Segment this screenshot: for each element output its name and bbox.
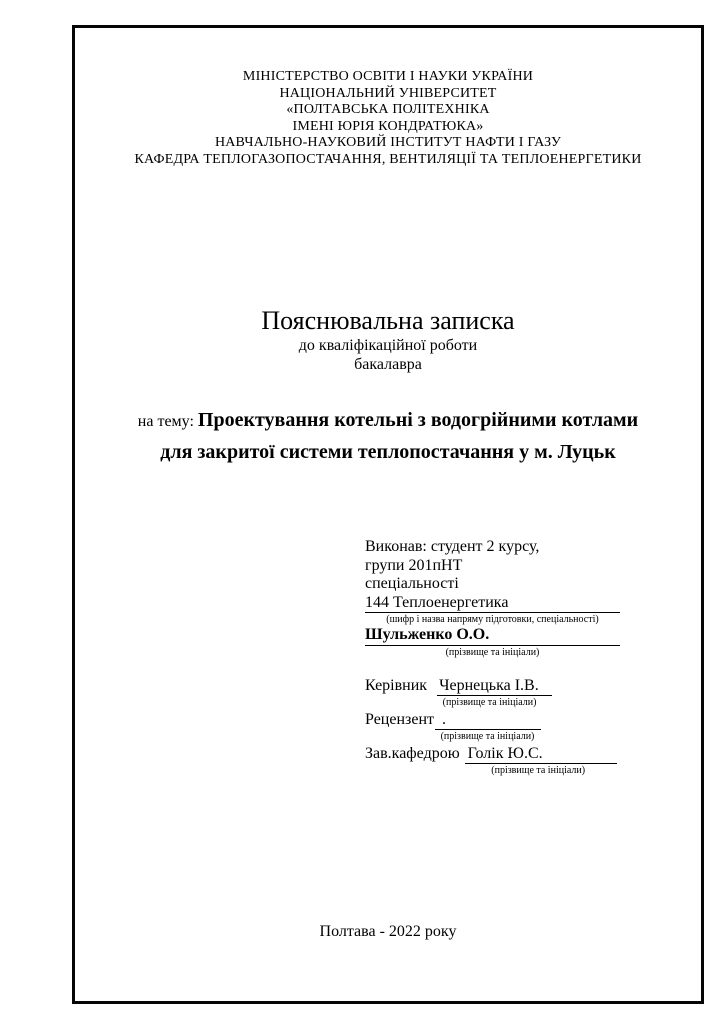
institution-header <box>72 69 704 168</box>
department-head-name-field: Голік Ю.С. <box>465 744 617 764</box>
signature-row-supervisor <box>365 676 665 708</box>
executor-name-note: (прізвище та ініціали) <box>445 646 540 658</box>
topic-title-line2: для закритої системи теплопостачання у м. Луцьк <box>160 441 616 463</box>
department-head-label: Зав.кафедрою <box>365 745 460 762</box>
header-university-line: НАЦІОНАЛЬНИЙ УНІВЕРСИТЕТ <box>279 85 497 101</box>
header-institute-line: НАВЧАЛЬНО-НАУКОВИЙ ІНСТИТУТ НАФТИ І ГАЗУ <box>214 135 562 150</box>
executor-block <box>365 538 620 659</box>
footer-city-year: Полтава - 2022 року <box>319 923 457 940</box>
executor-specialty-label: спеціальності <box>365 575 459 592</box>
signature-row-reviewer <box>365 710 665 742</box>
signatures-block <box>365 676 665 778</box>
thesis-topic-line1 <box>90 405 686 437</box>
header-university-name-line1: «ПОЛТАВСЬКА ПОЛІТЕХНІКА <box>286 102 490 117</box>
department-head-note: (прізвище та ініціали) <box>491 765 586 776</box>
executor-specialty-field: 144 Теплоенергетика <box>365 594 620 614</box>
page-border <box>72 25 704 1004</box>
topic-title-line1: Проектування котельні з водогрійними котлами <box>197 409 639 431</box>
header-ministry-line: МІНІСТЕРСТВО ОСВІТИ І НАУКИ УКРАЇНИ <box>242 69 534 84</box>
reviewer-name-field: . <box>435 710 541 730</box>
document-title: Пояснювальна записка <box>261 306 515 335</box>
document-title-block <box>72 306 704 374</box>
reviewer-label: Рецензент <box>365 711 434 728</box>
header-university-name-line2: ІМЕНІ ЮРІЯ КОНДРАТЮКА» <box>292 118 484 134</box>
signature-row-department-head <box>365 744 665 776</box>
executor-role-line: Виконав: студент 2 курсу, <box>365 538 540 555</box>
topic-label: на тему: <box>137 413 194 430</box>
header-department-line: КАФЕДРА ТЕПЛОГАЗОПОСТАЧАННЯ, ВЕНТИЛЯЦІЇ ТА ТЕПЛОЕНЕРГЕТИКИ <box>134 151 642 167</box>
executor-group-line: групи 201пНТ <box>365 556 463 574</box>
thesis-topic-block <box>90 405 686 467</box>
supervisor-name-field: Чернецька І.В. <box>437 676 552 696</box>
executor-specialty-note: (шифр і назва напряму підготовки, спеціальності) <box>386 614 599 625</box>
supervisor-label: Керівник <box>365 677 428 694</box>
document-subtitle: до кваліфікаційної роботи <box>298 337 478 354</box>
executor-name-field: Шульженко О.О. <box>365 626 620 646</box>
reviewer-note: (прізвище та ініціали) <box>440 731 535 742</box>
supervisor-note: (прізвище та ініціали) <box>442 697 537 708</box>
document-degree: бакалавра <box>354 356 422 373</box>
